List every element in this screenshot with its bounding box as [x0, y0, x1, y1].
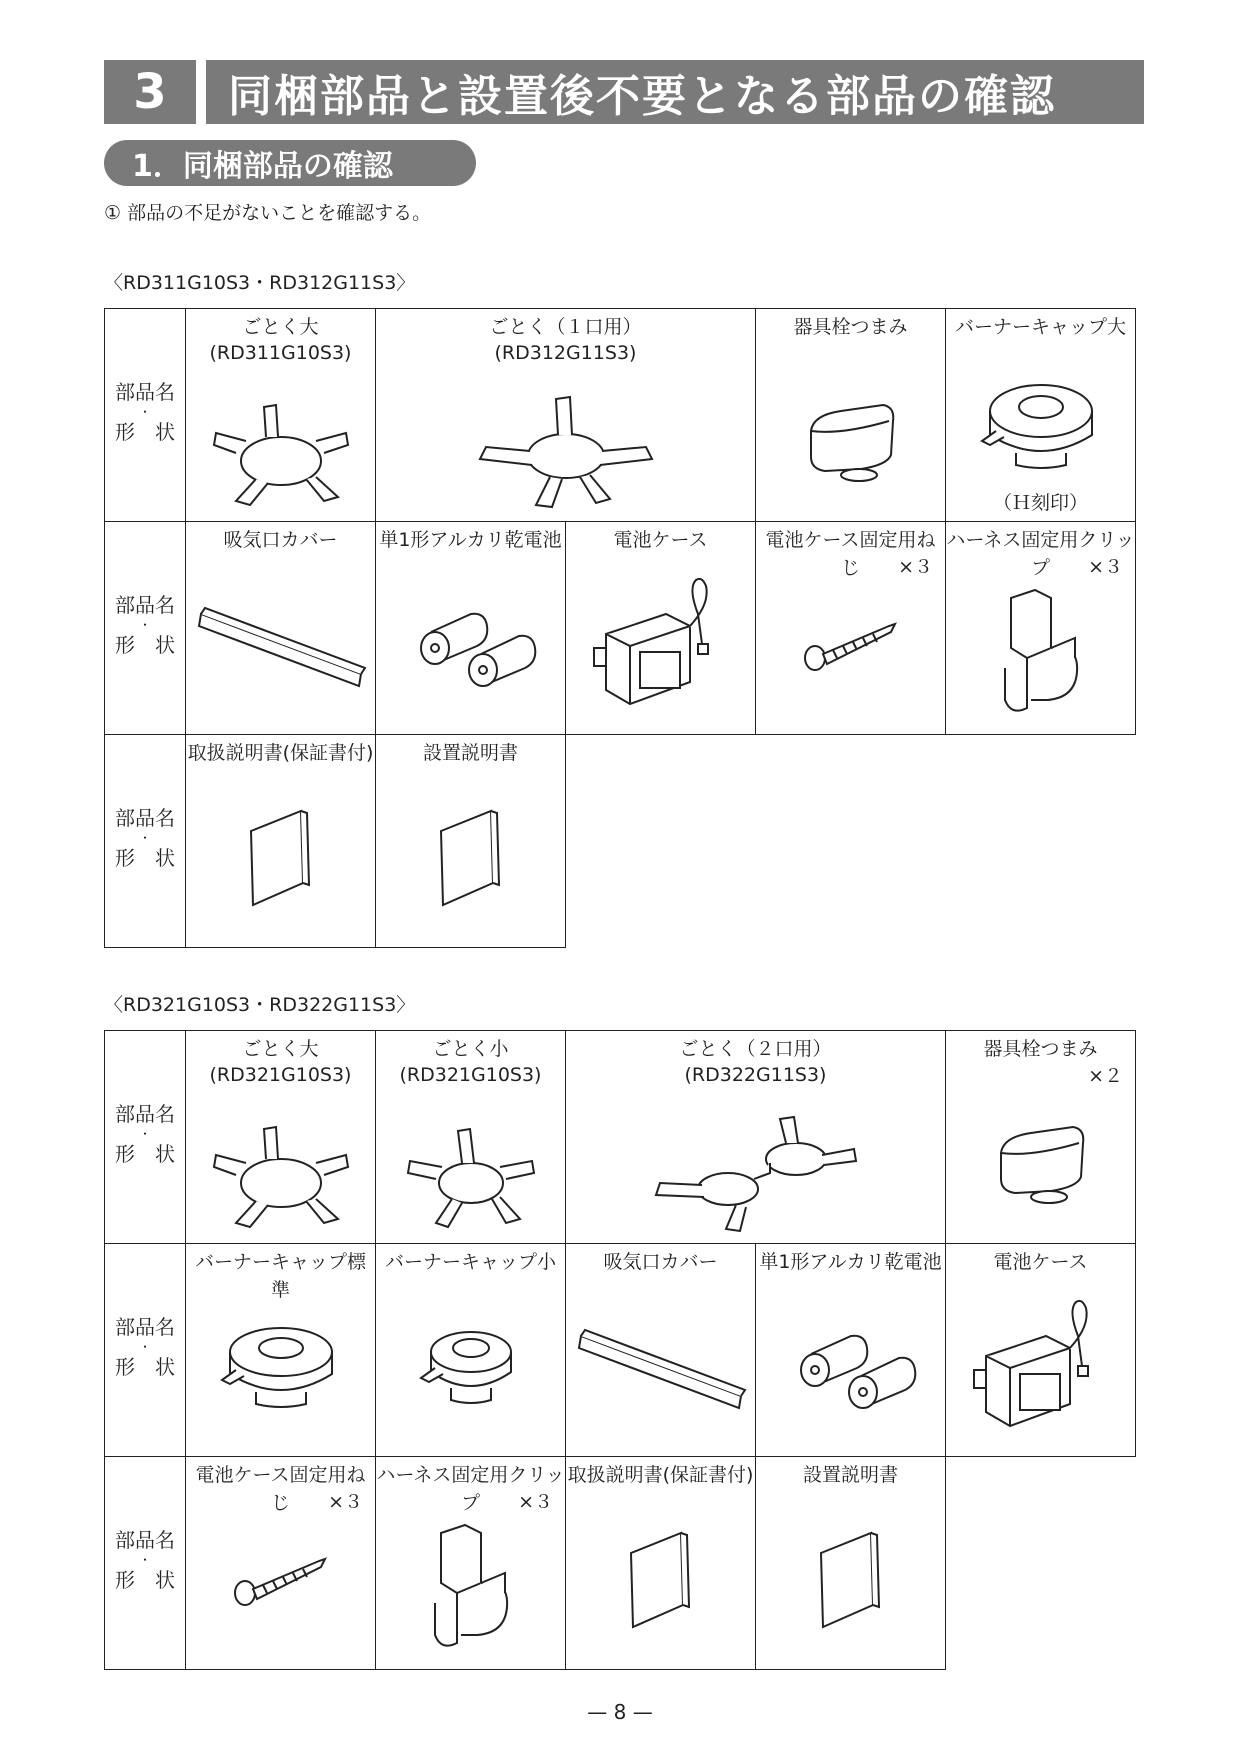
part-cell — [376, 309, 756, 522]
row-header-line2: 形 状 — [115, 1142, 175, 1166]
row-header — [105, 1244, 186, 1457]
part-cell — [946, 1244, 1136, 1457]
part-name: 設置説明書 — [422, 742, 518, 764]
part-model: (RD321G10S3) — [209, 1064, 352, 1086]
part-name: バーナーキャップ小 — [384, 1251, 556, 1273]
part-cell — [566, 522, 756, 735]
part-name: バーナーキャップ標準 — [194, 1251, 366, 1301]
part-name: ハーネス固定用クリップ — [946, 529, 1135, 579]
manual-icon — [566, 1523, 755, 1633]
part-name: 設置説明書 — [802, 1464, 898, 1486]
part-name: ごとく大 — [242, 1038, 319, 1060]
row-header-line1: 部品名 — [115, 380, 175, 404]
part-cell — [376, 522, 566, 735]
row-header-line2: 形 状 — [115, 420, 175, 444]
part-name: 単1形アルカリ乾電池 — [759, 1251, 942, 1273]
table-row — [105, 1457, 1136, 1670]
model-heading-1: 〈RD311G10S3・RD312G11S3〉 — [104, 272, 416, 294]
part-quantity: ×３ — [328, 1491, 363, 1513]
row-header-line1: 部品名 — [115, 593, 175, 617]
row-header-dot: ・ — [138, 831, 151, 845]
screw-icon — [756, 614, 945, 674]
trivet-large-icon — [186, 401, 375, 511]
part-cell — [756, 1457, 946, 1670]
part-name: バーナーキャップ大 — [954, 316, 1126, 338]
part-note: （Ｈ刻印） — [992, 492, 1088, 514]
row-header-line2: 形 状 — [115, 1568, 175, 1592]
row-header-dot: ・ — [138, 1127, 151, 1141]
battery-icon — [756, 1326, 945, 1426]
row-header-line2: 形 状 — [115, 633, 175, 657]
row-header-dot: ・ — [138, 405, 151, 419]
table-row — [105, 522, 1136, 735]
part-name: 器具栓つまみ — [793, 316, 908, 338]
part-name: 電池ケース — [613, 529, 708, 551]
knob-icon — [756, 391, 945, 491]
row-header — [105, 1031, 186, 1244]
row-header — [105, 309, 186, 522]
part-cell — [946, 1031, 1136, 1244]
part-name: 吸気口カバー — [603, 1251, 718, 1273]
empty-cell — [566, 735, 1136, 948]
manual-icon — [376, 801, 565, 911]
table-row — [105, 1031, 1136, 1244]
part-cell — [376, 1457, 566, 1670]
trivet-single-icon — [376, 391, 755, 511]
screw-icon — [186, 1549, 375, 1609]
part-model: (RD311G10S3) — [209, 342, 352, 364]
part-quantity: ×２ — [1088, 1065, 1123, 1087]
battery-icon — [376, 604, 565, 704]
row-header — [105, 1457, 186, 1670]
chapter-number: 3 — [104, 60, 196, 124]
intake-cover-icon — [566, 1326, 755, 1416]
trivet-large-icon — [186, 1123, 375, 1233]
part-cell — [186, 1244, 376, 1457]
part-cell — [376, 1031, 566, 1244]
part-cell — [946, 309, 1136, 522]
part-name: ごとく（１口用） — [489, 316, 642, 338]
row-header-line1: 部品名 — [115, 806, 175, 830]
row-header-dot: ・ — [138, 618, 151, 632]
row-header-dot: ・ — [138, 1340, 151, 1354]
part-name: 電池ケース固定用ねじ — [195, 1464, 366, 1514]
part-quantity: ×３ — [1088, 556, 1123, 578]
part-name: ごとく小 — [432, 1038, 509, 1060]
chapter-title: 同梱部品と設置後不要となる部品の確認 — [206, 60, 1144, 124]
page-number: — 8 — — [587, 1700, 653, 1724]
part-name: 単1形アルカリ乾電池 — [379, 529, 562, 551]
part-cell — [566, 1244, 756, 1457]
part-name: 電池ケース固定用ねじ — [765, 529, 936, 579]
row-header-line1: 部品名 — [115, 1102, 175, 1126]
trivet-double-icon — [566, 1113, 945, 1233]
part-cell — [946, 522, 1136, 735]
part-quantity: ×３ — [518, 1491, 553, 1513]
battery-case-icon — [566, 574, 755, 714]
row-header-line2: 形 状 — [115, 846, 175, 870]
part-quantity: ×３ — [898, 556, 933, 578]
part-model: (RD321G10S3) — [399, 1064, 542, 1086]
clip-icon — [946, 588, 1135, 718]
part-cell — [376, 1244, 566, 1457]
part-name: 取扱説明書(保証書付) — [567, 1464, 754, 1486]
part-cell — [566, 1457, 756, 1670]
part-cell — [566, 1031, 946, 1244]
row-header — [105, 735, 186, 948]
row-header-line1: 部品名 — [115, 1528, 175, 1552]
part-model: (RD322G11S3) — [684, 1064, 827, 1086]
manual-icon — [756, 1523, 945, 1633]
part-cell — [186, 1031, 376, 1244]
section-title: 1．同梱部品の確認 — [104, 140, 476, 186]
part-cell — [186, 522, 376, 735]
part-name: ごとく（２口用） — [679, 1038, 832, 1060]
row-header-line1: 部品名 — [115, 1315, 175, 1339]
part-cell — [186, 309, 376, 522]
model-heading-2: 〈RD321G10S3・RD322G11S3〉 — [104, 994, 416, 1016]
instruction-note: ① 部品の不足がないことを確認する。 — [104, 202, 432, 224]
clip-icon — [376, 1523, 565, 1653]
part-name: ごとく大 — [242, 316, 319, 338]
parts-table-2 — [104, 1030, 1136, 1670]
part-cell — [186, 1457, 376, 1670]
part-name: 吸気口カバー — [223, 529, 338, 551]
parts-table-1 — [104, 308, 1136, 948]
burner-cap-standard-icon — [186, 1316, 375, 1416]
trivet-small-icon — [376, 1123, 565, 1233]
battery-case-icon — [946, 1296, 1135, 1436]
table-row — [105, 309, 1136, 522]
manual-icon — [186, 801, 375, 911]
part-model: (RD312G11S3) — [494, 342, 637, 364]
part-cell — [186, 735, 376, 948]
part-cell — [376, 735, 566, 948]
burner-cap-small-icon — [376, 1316, 565, 1416]
part-name: ハーネス固定用クリップ — [376, 1464, 565, 1514]
part-name: 電池ケース — [993, 1251, 1088, 1273]
part-name: 器具栓つまみ — [983, 1038, 1098, 1060]
empty-cell — [946, 1457, 1136, 1670]
part-cell — [756, 522, 946, 735]
knob-icon — [946, 1113, 1135, 1213]
table-row — [105, 735, 1136, 948]
row-header-dot: ・ — [138, 1553, 151, 1567]
table-row — [105, 1244, 1136, 1457]
part-cell — [756, 309, 946, 522]
row-header — [105, 522, 186, 735]
part-name: 取扱説明書(保証書付) — [187, 742, 374, 764]
burner-cap-large-icon — [946, 371, 1135, 471]
row-header-line2: 形 状 — [115, 1355, 175, 1379]
intake-cover-icon — [186, 604, 375, 694]
part-cell — [756, 1244, 946, 1457]
